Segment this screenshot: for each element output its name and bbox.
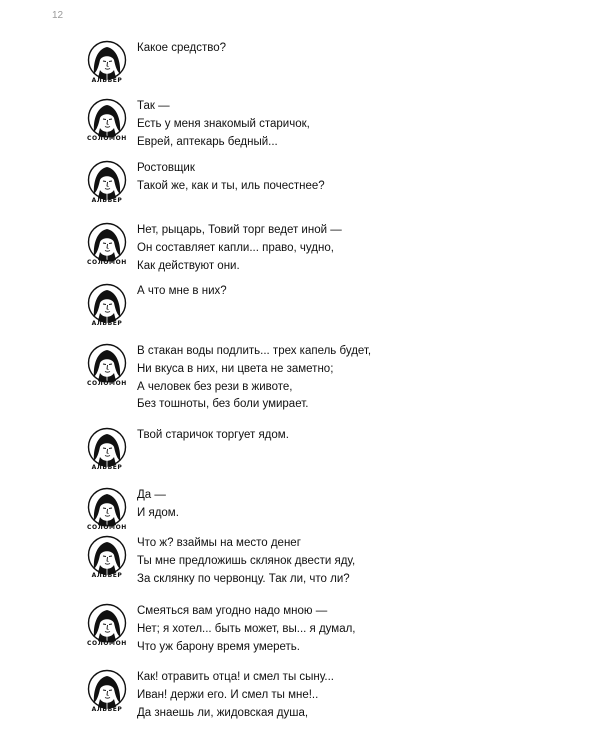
speech-lines [137, 40, 226, 58]
speaker-name: АЛЬБЕР [91, 197, 123, 204]
speech-line: Он составляет капли... право, чудно, [137, 241, 334, 254]
speaker-name: СОЛОМОН [87, 380, 127, 387]
speech-line: И ядом. [137, 506, 179, 519]
speech-line: Что ж? взаймы на место денег [137, 537, 301, 549]
speech-line: Да знаешь ли, жидовская душа, [137, 706, 309, 719]
page-number: 12 [52, 10, 64, 21]
speech-lines [137, 603, 356, 656]
speech-lines [137, 98, 310, 151]
speech-line: Да — [137, 489, 166, 501]
speech-line: Еврей, аптекарь бедный... [137, 135, 278, 148]
speech-lines [137, 343, 371, 414]
speech-line: Так — [137, 100, 170, 112]
speech-lines [137, 160, 325, 196]
speech-lines [137, 487, 179, 523]
speech-lines [137, 669, 334, 722]
speech-line: За склянку по червонцу. Так ли, что ли? [137, 572, 350, 585]
speech-lines [137, 283, 227, 301]
speech-line: Без тошноты, без боли умирает. [137, 398, 309, 411]
speech-line: Как! отравить отца! и смел ты сыну... [137, 671, 334, 683]
speaker-name: АЛЬБЕР [91, 572, 123, 579]
speech-line: Ты мне предложишь склянок двести яду, [137, 554, 356, 567]
speaker-name: СОЛОМОН [87, 135, 127, 142]
speech-line: Смеяться вам угодно надо мною — [137, 605, 328, 617]
speech-line: А человек без рези в животе, [137, 380, 293, 393]
speaker-name: АЛЬБЕР [91, 706, 123, 713]
speaker-name: АЛЬБЕР [91, 464, 123, 471]
speaker-name: СОЛОМОН [87, 259, 127, 266]
speaker-name: СОЛОМОН [87, 640, 127, 647]
speech-line: Нет, рыцарь, Товий торг ведет иной — [137, 224, 342, 236]
speech-line: Какое средство? [137, 42, 227, 54]
speech-line: Есть у меня знакомый старичок, [137, 117, 310, 130]
speech-line: Твой старичок торгует ядом. [137, 429, 289, 441]
speech-line: Нет; я хотел... быть может, вы... я думал, [137, 622, 356, 635]
speech-line: Ростовщик [137, 162, 195, 174]
speaker-name: СОЛОМОН [87, 524, 127, 531]
speech-line: Ни вкуса в них, ни цвета не заметно; [137, 362, 334, 375]
speech-line: Такой же, как и ты, иль почестнее? [137, 179, 325, 192]
speech-lines [137, 535, 355, 588]
speech-line: Что уж барону время умереть. [137, 640, 300, 653]
speech-line: Иван! держи его. И смел ты мне!.. [137, 688, 319, 701]
speech-lines [137, 427, 289, 445]
speech-line: Как действуют они. [137, 259, 240, 272]
speech-lines [137, 222, 342, 275]
speaker-name: АЛЬБЕР [91, 320, 123, 327]
speech-line: А что мне в них? [137, 285, 227, 297]
speech-line: В стакан воды подлить... трех капель будет, [137, 345, 372, 357]
speaker-name: АЛЬБЕР [91, 77, 123, 84]
